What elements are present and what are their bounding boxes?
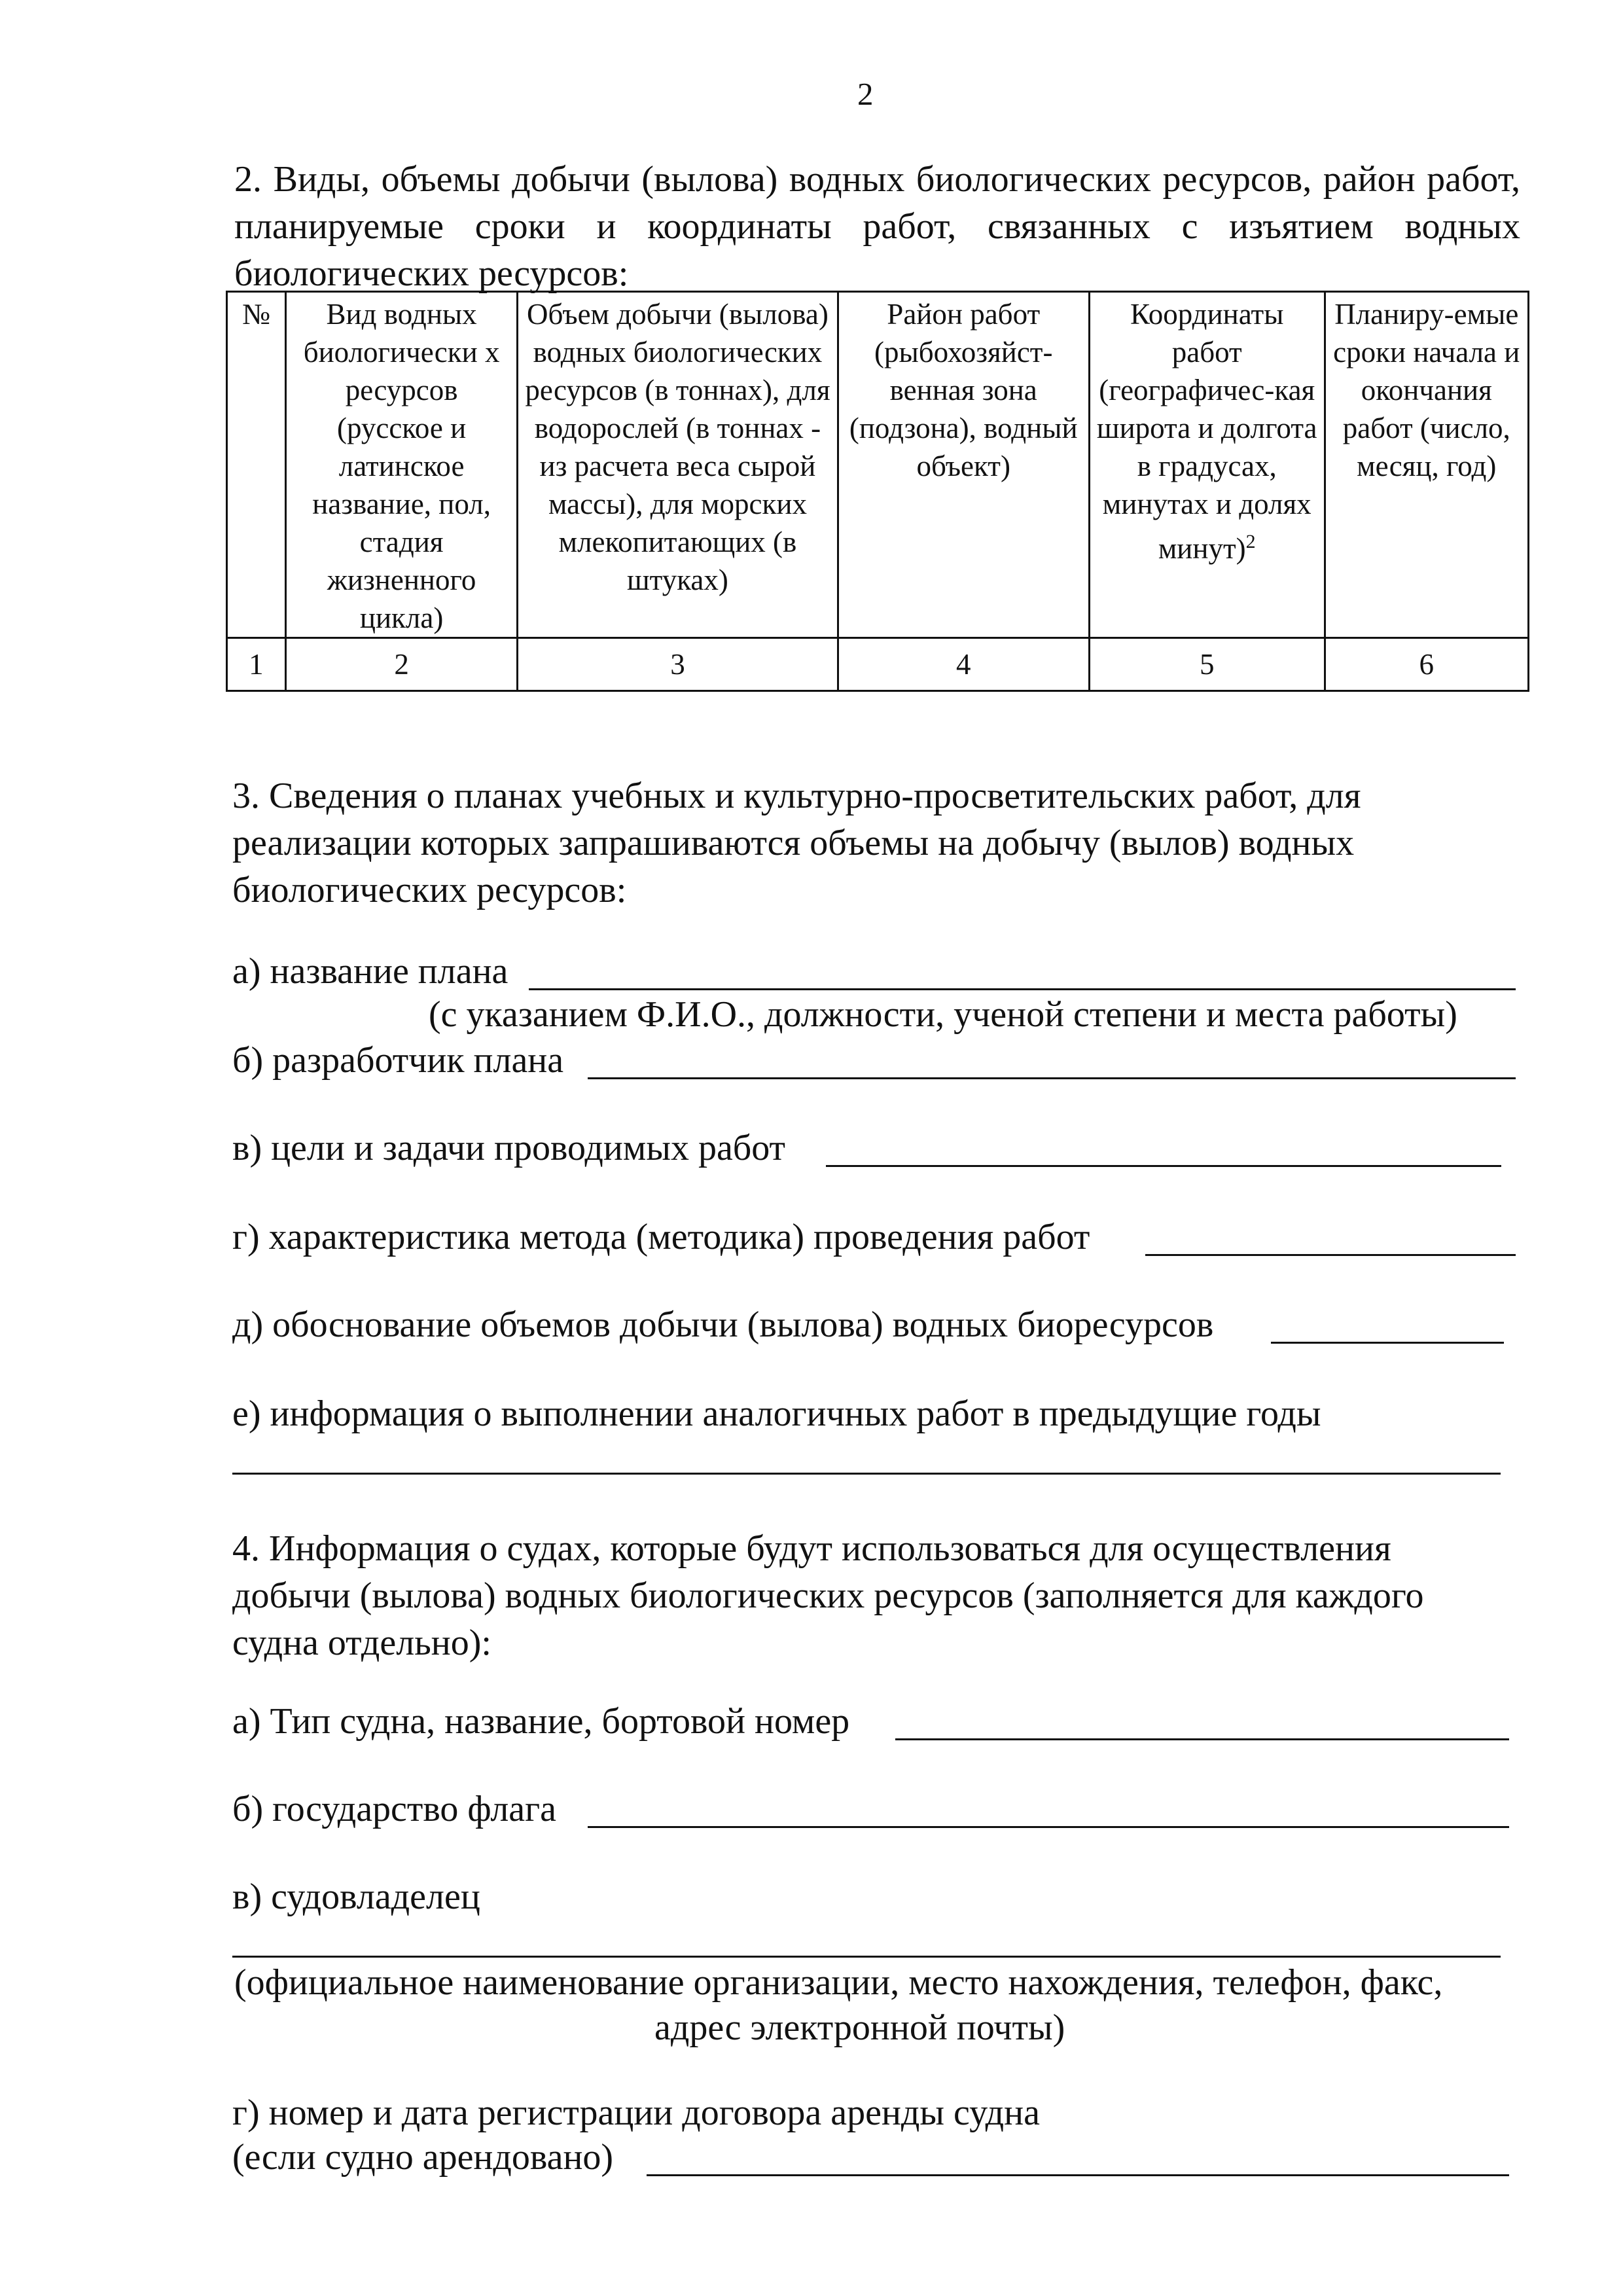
plan-developer-label: б) разработчик плана xyxy=(232,1040,564,1081)
resources-table xyxy=(226,291,1529,692)
plan-name-field[interactable] xyxy=(529,988,1516,990)
column-number-3: 3 xyxy=(518,638,838,691)
page-number: 2 xyxy=(857,76,874,112)
shipowner-hint-1: (официальное наименование организации, место нахождения, телефон, факс, xyxy=(234,1962,1443,2003)
section-3-title: 3. Сведения о планах учебных и культурно-просветительских работ, для реализации которых запрашиваются объемы на добычу (вылов) водных биологических ресурсов: xyxy=(232,776,1361,910)
footnote-mark: 2 xyxy=(1245,531,1256,552)
flag-state-field[interactable] xyxy=(588,1826,1509,1828)
header-dates: Планиру-емые сроки начала и окончания работ (число, месяц, год) xyxy=(1325,292,1528,638)
goals-label: в) цели и задачи проводимых работ xyxy=(232,1128,786,1168)
column-number-2: 2 xyxy=(285,638,518,691)
shipowner-hint-2: адрес электронной почты) xyxy=(654,2007,1065,2048)
column-number-1: 1 xyxy=(227,638,286,691)
header-number: № xyxy=(227,292,286,638)
section-2-title: 2. Виды, объемы добычи (вылова) водных биологических ресурсов, район работ, планируемые сроки и координаты работ, связанных с изъятием водных биологических ресурсов: xyxy=(234,159,1520,294)
column-number-6: 6 xyxy=(1325,638,1528,691)
justification-label: д) обоснование объемов добычи (вылова) водных биоресурсов xyxy=(232,1304,1214,1345)
goals-field[interactable] xyxy=(826,1165,1501,1167)
column-number-4: 4 xyxy=(838,638,1089,691)
lease-contract-label-2: (если судно арендовано) xyxy=(232,2137,614,2178)
header-volume: Объем добычи (вылова) водных биологических ресурсов (в тоннах), для водорослей (в тоннах - из расчета веса сырой массы), для морских млекопитающих (в штуках) xyxy=(518,292,838,638)
plan-developer-field[interactable] xyxy=(588,1077,1516,1079)
shipowner-label: в) судовладелец xyxy=(232,1876,480,1917)
column-number-5: 5 xyxy=(1089,638,1325,691)
lease-contract-field[interactable] xyxy=(647,2174,1509,2176)
header-species: Вид водных биологически х ресурсов (русское и латинское название, пол, стадия жизненного цикла) xyxy=(285,292,518,638)
method-label: г) характеристика метода (методика) проведения работ xyxy=(232,1217,1090,1257)
shipowner-field[interactable] xyxy=(232,1956,1501,1958)
table-row xyxy=(227,638,1529,691)
header-coordinates: Координаты работ (географичес-кая широта и долгота в градусах, минутах и долях минут)$^2$ xyxy=(1089,292,1325,638)
justification-field[interactable] xyxy=(1271,1342,1504,1344)
plan-name-hint: (с указанием Ф.И.О., должности, ученой степени и места работы) xyxy=(429,994,1457,1035)
flag-state-label: б) государство флага xyxy=(232,1789,556,1829)
vessel-type-label: а) Тип судна, название, бортовой номер xyxy=(232,1701,850,1742)
plan-name-label: а) название плана xyxy=(232,951,508,992)
previous-works-label: е) информация о выполнении аналогичных работ в предыдущие годы xyxy=(232,1393,1321,1434)
table-header-row xyxy=(227,292,1529,638)
section-4-title: 4. Информация о судах, которые будут использоваться для осуществления добычи (вылова) водных биологических ресурсов (заполняется для каждого судна отдельно): xyxy=(232,1528,1424,1663)
vessel-type-field[interactable] xyxy=(895,1738,1509,1740)
header-area: Район работ (рыбохозяйст-венная зона (подзона), водный объект) xyxy=(838,292,1089,638)
method-field[interactable] xyxy=(1145,1254,1516,1256)
previous-works-field[interactable] xyxy=(232,1473,1501,1475)
lease-contract-label: г) номер и дата регистрации договора аренды судна xyxy=(232,2092,1040,2133)
